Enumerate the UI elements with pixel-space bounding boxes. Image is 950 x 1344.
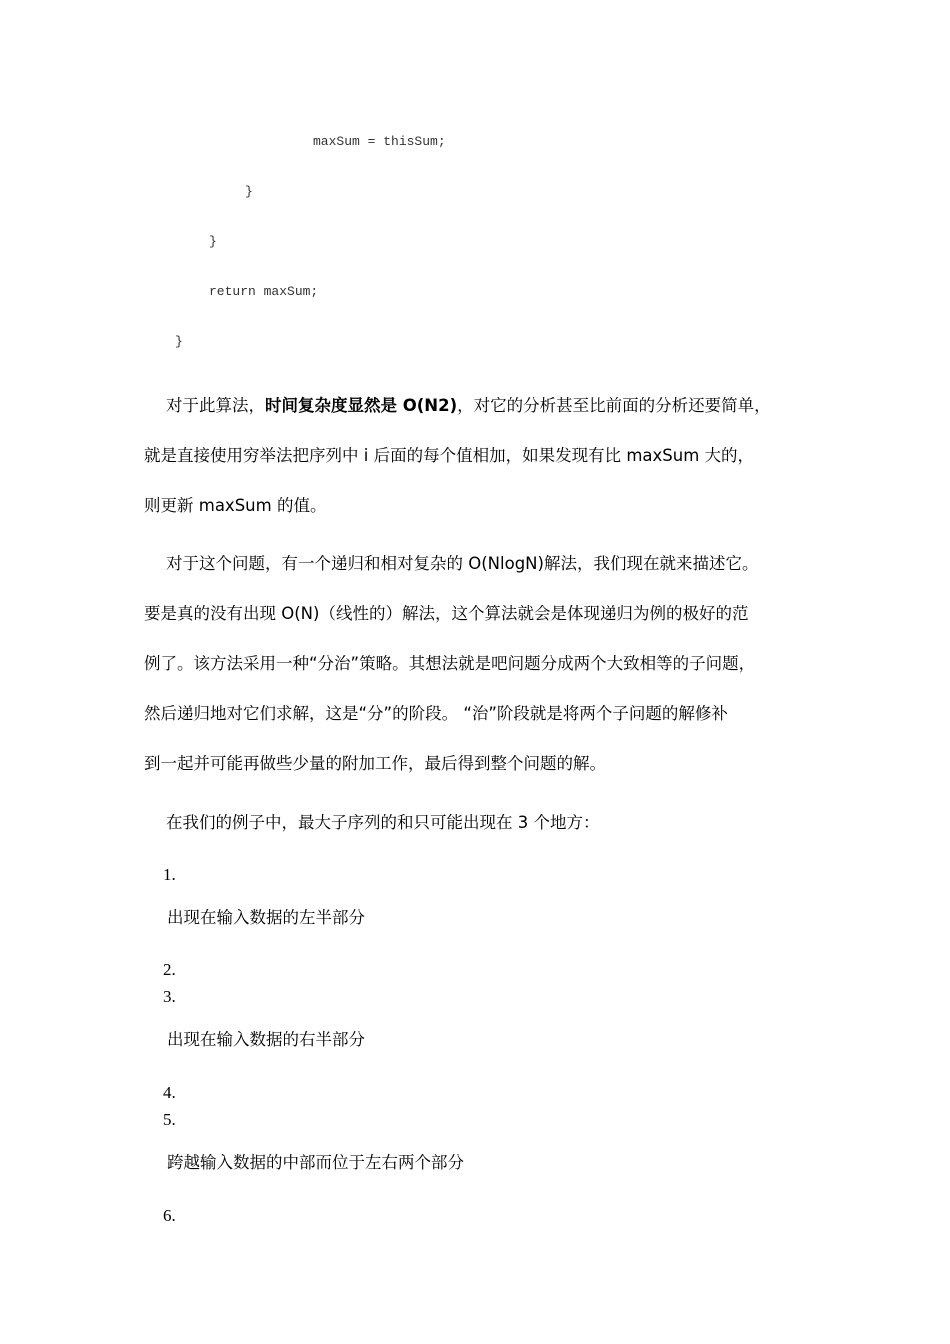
list-number: 2. bbox=[163, 960, 176, 979]
paragraph-line: 则更新 maxSum 的值。 bbox=[144, 496, 327, 515]
list-number: 6. bbox=[163, 1206, 176, 1225]
list-item-left-half: 出现在输入数据的左半部分 bbox=[167, 908, 365, 927]
paragraph-three-places bbox=[144, 798, 824, 848]
paragraph-line: 就是直接使用穷举法把序列中 i 后面的每个值相加，如果发现有比 maxSum 大的， bbox=[144, 446, 755, 465]
paragraph-line: 然后递归地对它们求解，这是“分”的阶段。 “治”阶段就是将两个子问题的解修补 bbox=[144, 704, 728, 723]
paragraph-line: 例了。该方法采用一种“分治”策略。其想法就是吧问题分成两个大致相等的子问题， bbox=[144, 654, 756, 673]
paragraph-line bbox=[144, 381, 824, 431]
list-number: 4. bbox=[163, 1083, 176, 1102]
bold-text: 时间复杂度显然是 O(N2) bbox=[265, 396, 458, 415]
text-span: ，对它的分析甚至比前面的分析还要简单， bbox=[457, 396, 771, 415]
code-line-close-brace-loop: } bbox=[209, 234, 217, 249]
code-line-return: return maxSum; bbox=[209, 284, 319, 299]
text-span: 对于此算法， bbox=[166, 396, 265, 415]
code-line-close-brace-method: } bbox=[175, 334, 183, 349]
paragraph-line: 到一起并可能再做些少量的附加工作，最后得到整个问题的解。 bbox=[144, 754, 606, 773]
list-number: 5. bbox=[163, 1110, 176, 1129]
list-item-right-half: 出现在输入数据的右半部分 bbox=[167, 1030, 365, 1049]
paragraph-complexity bbox=[144, 381, 824, 531]
list-number: 3. bbox=[163, 987, 176, 1006]
paragraph-line: 对于这个问题，有一个递归和相对复杂的 O(NlogN)解法，我们现在就来描述它。 bbox=[166, 554, 759, 573]
paragraph-line: 在我们的例子中，最大子序列的和只可能出现在 3 个地方： bbox=[166, 813, 600, 832]
code-line-close-brace-inner: } bbox=[245, 184, 253, 199]
paragraph-line: 要是真的没有出现 O(N)（线性的）解法，这个算法就会是体现递归为例的极好的范 bbox=[144, 604, 749, 623]
paragraph-divide-conquer bbox=[144, 539, 824, 789]
list-item-crossing-middle: 跨越输入数据的中部而位于左右两个部分 bbox=[167, 1153, 464, 1172]
code-line-assign: maxSum = thisSum; bbox=[313, 134, 446, 149]
list-number: 1. bbox=[163, 865, 176, 884]
